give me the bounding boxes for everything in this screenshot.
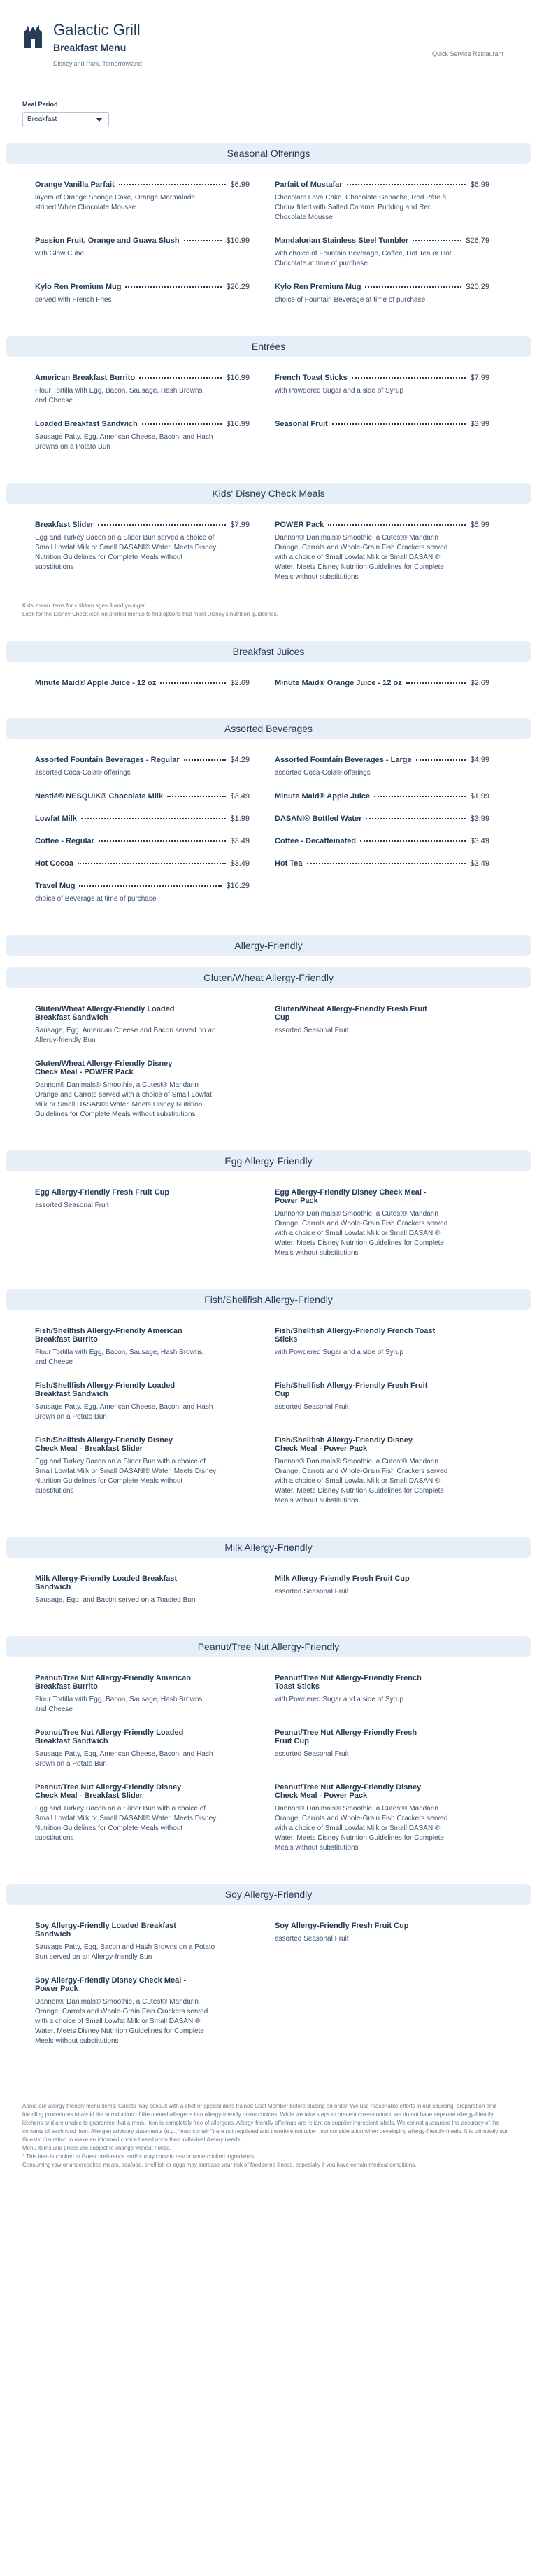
menu-item-name: Soy Allergy-Friendly Loaded Breakfast Sandwich xyxy=(35,1922,176,1938)
menu-item-name: Kylo Ren Premium Mug xyxy=(35,283,122,291)
section-notes xyxy=(0,602,537,630)
menu-subtitle: Breakfast Menu xyxy=(53,42,127,53)
menu-item xyxy=(275,837,515,845)
menu-item-name: Travel Mug xyxy=(35,882,76,890)
section-spacer xyxy=(0,472,537,483)
menu-item-name: Coffee - Decaffeinated xyxy=(275,837,357,845)
menu-item xyxy=(35,815,275,823)
menu-item-price: $5.99 xyxy=(470,521,489,529)
menu-item xyxy=(35,420,275,452)
allergy-group-heading: Fish/Shellfish Allergy-Friendly xyxy=(6,1289,531,1310)
dot-leader xyxy=(184,759,227,761)
menu-sections xyxy=(0,143,537,935)
menu-item-description: Sausage Patty, Egg, American Cheese, Bacon, and Hash Browns on a Potato Bun xyxy=(35,433,213,451)
castle-logo-icon xyxy=(22,22,43,49)
menu-item-description: Dannon® Danimals® Smoothie, a Cutest® Mandarin Orange, Carrots and Whole-Grain Fish Crackers served with a choice of Small Lowfat Milk or Small DASANI® Water. Meets Disney Nutrition Guidelines for Complete Meals without substitutions xyxy=(275,1805,448,1852)
menu-item-description: with choice of Fountain Beverage, Coffee, Hot Tea or Hot Chocolate at time of purchase xyxy=(275,250,452,267)
allergy-menu-item xyxy=(35,1005,275,1046)
menu-item-description: with Powdered Sugar and a side of Syrup xyxy=(275,1696,403,1703)
menu-item-header xyxy=(35,679,250,687)
menu-item-grid xyxy=(0,662,537,707)
menu-item-name: Fish/Shellfish Allergy-Friendly French Toast Sticks xyxy=(275,1327,436,1344)
menu-item-grid xyxy=(0,164,537,325)
menu-item xyxy=(275,792,515,801)
dot-leader xyxy=(307,863,466,864)
menu-item-price: $3.49 xyxy=(230,859,250,868)
allergy-group-heading: Egg Allergy-Friendly xyxy=(6,1150,531,1171)
menu-item-price: $3.99 xyxy=(470,815,489,823)
menu-item-name: Fish/Shellfish Allergy-Friendly American Breakfast Burrito xyxy=(35,1327,182,1344)
menu-item-price: $10.99 xyxy=(226,420,250,428)
menu-item-name: Assorted Fountain Beverages - Regular xyxy=(35,756,180,764)
menu-item-description: assorted Seasonal Fruit xyxy=(275,1588,349,1596)
meal-period-selector xyxy=(0,84,537,143)
menu-item-header xyxy=(275,679,489,687)
allergy-menu-item xyxy=(275,1729,515,1769)
menu-item-header xyxy=(35,237,250,245)
dot-leader xyxy=(360,840,466,842)
menu-item-name: POWER Pack xyxy=(275,521,324,529)
menu-item-name: Peanut/Tree Nut Allergy-Friendly Disney Check Meal - Breakfast Slider xyxy=(35,1783,182,1800)
meal-period-dropdown[interactable] xyxy=(22,112,109,127)
menu-item-name: French Toast Sticks xyxy=(275,374,348,382)
menu-item xyxy=(275,237,515,269)
allergy-item-grid xyxy=(0,1171,537,1278)
menu-item-description: Egg and Turkey Bacon on a Slider Bun with a choice of Small Lowfat Milk or Small DASANI® Water. Meets Disney Nutrition Guidelines for Complete Meals without substitutions xyxy=(35,1805,217,1842)
footer-line: Menu items and prices are subject to change without notice. xyxy=(22,2145,171,2151)
menu-item-name: Peanut/Tree Nut Allergy-Friendly Fresh Fruit Cup xyxy=(275,1729,417,1745)
dot-leader xyxy=(328,524,466,526)
menu-item-description: served with French Fries xyxy=(35,296,112,304)
allergy-group-heading: Soy Allergy-Friendly xyxy=(6,1884,531,1905)
menu-item-name: Loaded Breakfast Sandwich xyxy=(35,420,138,428)
menu-item-name: Parfait of Mustafar xyxy=(275,181,343,189)
menu-item xyxy=(35,837,275,845)
section-spacer xyxy=(0,707,537,718)
menu-item-header xyxy=(35,181,250,189)
menu-item-header xyxy=(35,837,250,845)
menu-item-description: Dannon® Danimals® Smoothie, a Cutest® Mandarin Orange, Carrots and Whole-Grain Fish Crackers served with a choice of Small Lowfat Milk or Small DASANI® Water. Meets Disney Nutrition Guidelines for Complete Meals without substitutions xyxy=(275,1458,448,1505)
menu-item-header xyxy=(35,859,250,868)
dot-leader xyxy=(406,682,466,684)
dot-leader xyxy=(125,286,222,288)
dot-leader xyxy=(139,377,222,379)
dot-leader xyxy=(366,818,466,819)
section-heading: Assorted Beverages xyxy=(6,718,531,739)
menu-item xyxy=(275,756,515,778)
menu-item xyxy=(275,521,515,582)
note-line: Kids' menu items for children ages 9 and younger. xyxy=(22,603,147,609)
menu-item-description: Sausage, Egg, American Cheese and Bacon served on an Allergy-friendly Bun xyxy=(35,1027,216,1044)
allergy-group-heading: Milk Allergy-Friendly xyxy=(6,1537,531,1558)
menu-item xyxy=(35,521,275,582)
menu-item-name: American Breakfast Burrito xyxy=(35,374,136,382)
menu-item-name: Minute Maid® Orange Juice - 12 oz xyxy=(275,679,402,687)
note-line: Look for the Disney Check icon on printed menus to find options that meet Disney's nutrition guidelines. xyxy=(22,611,278,617)
menu-item-price: $26.79 xyxy=(466,237,489,245)
restaurant-location: Disneyland Park, Tomorrowland xyxy=(53,60,142,67)
dot-leader xyxy=(160,682,226,684)
allergy-menu-item xyxy=(275,1188,515,1258)
menu-item xyxy=(275,815,515,823)
menu-item-description: Flour Tortilla with Egg, Bacon, Sausage, Hash Browns, and Cheese xyxy=(35,1349,205,1366)
menu-item-description: Sausage Patty, Egg, American Cheese, Bacon, and Hash Brown on a Potato Bun xyxy=(35,1750,213,1768)
section-heading: Kids' Disney Check Meals xyxy=(6,483,531,504)
page-header xyxy=(0,0,537,84)
menu-item-price: $3.99 xyxy=(470,420,489,428)
dot-leader xyxy=(79,885,222,887)
menu-item-grid xyxy=(0,357,537,472)
dot-leader xyxy=(167,796,226,797)
menu-item-price: $3.49 xyxy=(470,859,489,868)
allergy-menu-item xyxy=(275,1922,515,1962)
section-spacer xyxy=(0,1278,537,1289)
menu-item-header xyxy=(275,521,489,529)
section-spacer xyxy=(0,1139,537,1150)
menu-footer xyxy=(0,2077,537,2197)
allergy-menu-item xyxy=(275,1381,515,1422)
dot-leader xyxy=(81,818,227,819)
menu-item-price: $7.99 xyxy=(230,521,250,529)
menu-item-header xyxy=(275,859,489,868)
menu-item-grid xyxy=(0,739,537,924)
menu-item-name: Soy Allergy-Friendly Fresh Fruit Cup xyxy=(275,1922,409,1930)
dot-leader xyxy=(352,377,466,379)
menu-item-description: choice of Fountain Beverage at time of purchase xyxy=(275,296,426,304)
menu-item-price: $1.99 xyxy=(230,815,250,823)
allergy-menu-item xyxy=(35,1674,275,1715)
menu-item-price: $3.49 xyxy=(230,837,250,845)
allergy-menu-item xyxy=(35,1922,275,1962)
menu-item-price: $1.99 xyxy=(470,792,489,801)
footer-line: About our allergy-friendly menu items: Guests may consult with a chef or special diets trained Cast Member before placing an order. We use reasonable efforts in our sourcing, preparation and handling procedures to avoid the introduction of the named allergens into allergy-friendly menu choices. While we take steps to prevent cross-contact, we do not have separate allergy-friendly kitchens and are unable to guarantee that a menu item is completely free of allergens. Allergy-friendly offerings are reliant on supplier ingredient labels. We cannot guarantee the accuracy of the contents of each food item. Allergen advisory statements (e.g., "may contain") are not regulated and therefore not taken into consideration when developing allergy-friendly meals. It is ultimately our Guests' discretion to make an informed choice based upon their individual dietary needs. xyxy=(22,2103,508,2143)
service-type: Quick Service Restaurant xyxy=(431,50,503,57)
menu-item xyxy=(35,283,275,305)
menu-item-price: $4.99 xyxy=(470,756,489,764)
dot-leader xyxy=(347,184,466,185)
dot-leader xyxy=(99,840,227,842)
menu-item-price: $7.99 xyxy=(470,374,489,382)
menu-item-name: Fish/Shellfish Allergy-Friendly Disney Check Meal - Power Pack xyxy=(275,1436,413,1453)
menu-item-name: Minute Maid® Apple Juice xyxy=(275,792,371,801)
allergy-menu-item xyxy=(275,1327,515,1367)
menu-item-header xyxy=(275,815,489,823)
footer-line: * This item is cooked to Guest preference and/or may contain raw or undercooked ingredients. xyxy=(22,2153,256,2160)
allergy-heading: Allergy-Friendly xyxy=(6,935,531,956)
menu-item-name: Fish/Shellfish Allergy-Friendly Disney Check Meal - Breakfast Slider xyxy=(35,1436,173,1453)
section-heading: Seasonal Offerings xyxy=(6,143,531,164)
section-spacer xyxy=(0,1873,537,1884)
menu-item-description: assorted Seasonal Fruit xyxy=(275,1750,349,1758)
menu-item-price: $10.99 xyxy=(226,374,250,382)
menu-item xyxy=(35,181,275,223)
menu-item-name: DASANI® Bottled Water xyxy=(275,815,362,823)
allergy-menu-item xyxy=(35,1783,275,1853)
menu-item-description: Egg and Turkey Bacon on a Slider Bun with a choice of Small Lowfat Milk or Small DASANI® Water. Meets Disney Nutrition Guidelines for Complete Meals without substitutions xyxy=(35,1458,217,1495)
menu-item-name: Minute Maid® Apple Juice - 12 oz xyxy=(35,679,157,687)
allergy-menu-item xyxy=(35,1327,275,1367)
menu-item-header xyxy=(35,792,250,801)
allergy-menu-item xyxy=(275,1783,515,1853)
menu-item-description: Chocolate Lava Cake, Chocolate Ganache, Red Pâte à Choux filled with Salted Caramel Pudding and Red Chocolate Mousse xyxy=(275,194,447,221)
dot-leader xyxy=(332,423,466,425)
menu-item-name: Gluten/Wheat Allergy-Friendly Fresh Fruit Cup xyxy=(275,1005,427,1022)
menu-item xyxy=(275,859,515,868)
menu-item xyxy=(35,237,275,269)
menu-item-name: Fish/Shellfish Allergy-Friendly Fresh Fruit Cup xyxy=(275,1381,428,1398)
section-spacer xyxy=(0,924,537,935)
menu-item-header xyxy=(35,283,250,291)
menu-item-name: Lowfat Milk xyxy=(35,815,77,823)
dot-leader xyxy=(416,759,466,761)
menu-item-description: with Glow Cube xyxy=(35,250,85,258)
menu-item-description: Sausage Patty, Egg, American Cheese, Bacon, and Hash Brown on a Potato Bun xyxy=(35,1403,213,1421)
menu-item-name: Assorted Fountain Beverages - Large xyxy=(275,756,412,764)
menu-item-name: Gluten/Wheat Allergy-Friendly Loaded Breakfast Sandwich xyxy=(35,1005,175,1022)
menu-item-name: Mandalorian Stainless Steel Tumbler xyxy=(275,237,409,245)
allergy-menu-item xyxy=(35,1976,275,2046)
section-spacer xyxy=(0,630,537,641)
menu-item-header xyxy=(35,521,250,529)
restaurant-title: Galactic Grill xyxy=(53,21,141,38)
meal-period-label: Meal Period xyxy=(22,101,58,108)
menu-item-description: layers of Orange Sponge Cake, Orange Marmalade, striped White Chocolate Mousse xyxy=(35,194,197,211)
menu-item-header xyxy=(35,756,250,764)
menu-item-name: Orange Vanilla Parfait xyxy=(35,181,115,189)
menu-item-name: Peanut/Tree Nut Allergy-Friendly American Breakfast Burrito xyxy=(35,1674,191,1691)
menu-item-name: Hot Cocoa xyxy=(35,859,73,868)
menu-item-grid xyxy=(0,504,537,602)
menu-item-description: assorted Coca-Cola® offerings xyxy=(275,769,371,777)
menu-item-price: $6.99 xyxy=(230,181,250,189)
menu-item-name: Seasonal Fruit xyxy=(275,420,328,428)
menu-item-name: Peanut/Tree Nut Allergy-Friendly Loaded Breakfast Sandwich xyxy=(35,1729,184,1745)
menu-item xyxy=(35,792,275,801)
menu-item xyxy=(35,679,275,687)
menu-item-price: $2.69 xyxy=(470,679,489,687)
menu-item xyxy=(35,756,275,778)
menu-item-price: $3.49 xyxy=(230,792,250,801)
menu-item-description: Dannon® Danimals® Smoothie, a Cutest® Mandarin Orange, Carrots and Whole-Grain Fish Crackers served with a choice of Small Lowfat Milk or Small DASANI® Water. Meets Disney Nutrition Guidelines for Complete Meals without substitutions xyxy=(35,1998,208,2045)
menu-item-header xyxy=(275,374,489,382)
allergy-menu-item xyxy=(35,1436,275,1506)
allergy-friendly-sections xyxy=(0,935,537,2077)
allergy-item-grid xyxy=(0,1558,537,1625)
menu-item-description: with Powdered Sugar and a side of Syrup xyxy=(275,1349,403,1356)
menu-item-description: Flour Tortilla with Egg, Bacon, Sausage, Hash Browns, and Cheese xyxy=(35,387,205,404)
menu-item-name: Egg Allergy-Friendly Fresh Fruit Cup xyxy=(35,1188,170,1197)
menu-item-description: Sausage Patty, Egg, Bacon and Hash Browns on a Potato Bun served on an Allergy-friendly Bun xyxy=(35,1943,215,1961)
allergy-menu-item xyxy=(275,1005,515,1046)
menu-item-description: assorted Coca-Cola® offerings xyxy=(35,769,131,777)
allergy-group-heading: Peanut/Tree Nut Allergy-Friendly xyxy=(6,1636,531,1657)
menu-item-description: assorted Seasonal Fruit xyxy=(275,1027,349,1034)
menu-item xyxy=(275,283,515,305)
menu-item-header xyxy=(275,181,489,189)
section-spacer xyxy=(0,1526,537,1537)
allergy-menu-item xyxy=(275,1575,515,1605)
allergy-menu-item xyxy=(35,1188,275,1258)
chevron-down-icon xyxy=(96,118,103,122)
dot-leader xyxy=(78,863,226,864)
menu-item-price: $4.29 xyxy=(230,756,250,764)
dot-leader xyxy=(413,240,461,241)
section-heading: Breakfast Juices xyxy=(6,641,531,662)
menu-item-name: Egg Allergy-Friendly Disney Check Meal - Power Pack xyxy=(275,1188,427,1205)
section-spacer xyxy=(0,2066,537,2077)
dot-leader xyxy=(365,286,461,288)
menu-item-header xyxy=(275,837,489,845)
menu-item-name: Soy Allergy-Friendly Disney Check Meal - Power Pack xyxy=(35,1976,186,1993)
meal-period-value: Breakfast xyxy=(27,115,57,123)
menu-item-price: $10.29 xyxy=(226,882,250,890)
menu-item xyxy=(275,679,515,687)
dot-leader xyxy=(184,240,222,241)
section-spacer xyxy=(0,956,537,967)
dot-leader xyxy=(374,796,466,797)
menu-item-header xyxy=(35,882,250,890)
menu-item-description: with Powdered Sugar and a side of Syrup xyxy=(275,387,403,395)
menu-item-name: Milk Allergy-Friendly Loaded Breakfast Sandwich xyxy=(35,1575,178,1591)
menu-item xyxy=(275,181,515,223)
menu-item xyxy=(35,374,275,406)
menu-item-name: Hot Tea xyxy=(275,859,303,868)
menu-item-price: $2.69 xyxy=(230,679,250,687)
menu-item xyxy=(275,374,515,406)
menu-item-description: assorted Seasonal Fruit xyxy=(35,1202,109,1209)
menu-item-name: Breakfast Slider xyxy=(35,521,94,529)
allergy-group-heading: Gluten/Wheat Allergy-Friendly xyxy=(6,967,531,988)
allergy-item-grid xyxy=(0,988,537,1139)
menu-item-description: Egg and Turkey Bacon on a Slider Bun served a choice of Small Lowfat Milk or Small DASANI® Water. Meets Disney Nutrition Guidelines for Complete Meals without substitutions xyxy=(35,534,217,571)
menu-item-name: Peanut/Tree Nut Allergy-Friendly Disney Check Meal - Power Pack xyxy=(275,1783,422,1800)
menu-item-price: $20.29 xyxy=(466,283,489,291)
menu-item-header xyxy=(35,815,250,823)
menu-item-description: assorted Seasonal Fruit xyxy=(275,1403,349,1411)
menu-item-price: $10.99 xyxy=(226,237,250,245)
menu-item-header xyxy=(275,756,489,764)
menu-item-name: Passion Fruit, Orange and Guava Slush xyxy=(35,237,180,245)
allergy-menu-item xyxy=(35,1575,275,1605)
allergy-item-grid xyxy=(0,1657,537,1873)
allergy-menu-item xyxy=(275,1436,515,1506)
menu-item-description: assorted Seasonal Fruit xyxy=(275,1935,349,1943)
allergy-item-grid xyxy=(0,1310,537,1526)
menu-item-description: Dannon® Danimals® Smoothie, a Cutest® Mandarin Orange, Carrots and Whole-Grain Fish Crackers served with a choice of Small Lowfat Milk or Small DASANI® Water. Meets Disney Nutrition Guidelines for Complete Meals without substitutions xyxy=(275,534,448,581)
menu-item xyxy=(275,420,515,452)
menu-item-name: Milk Allergy-Friendly Fresh Fruit Cup xyxy=(275,1575,410,1583)
menu-item-header xyxy=(275,792,489,801)
menu-item-description: Dannon® Danimals® Smoothie, a Cutest® Mandarin Orange and Carrots served with a choice of Small Lowfat Milk or Small DASANI® Water. Meets Disney Nutrition Guidelines for Complete Meals without substitutions xyxy=(35,1081,212,1118)
dot-leader xyxy=(142,423,222,425)
menu-item-description: choice of Beverage at time of purchase xyxy=(35,895,157,903)
menu-item-name: Peanut/Tree Nut Allergy-Friendly French Toast Sticks xyxy=(275,1674,422,1691)
menu-item-price: $20.29 xyxy=(226,283,250,291)
menu-item-price: $6.99 xyxy=(470,181,489,189)
allergy-menu-item xyxy=(35,1381,275,1422)
allergy-menu-item xyxy=(35,1729,275,1769)
dot-leader xyxy=(98,524,227,526)
menu-item-name: Nestlé® NESQUIK® Chocolate Milk xyxy=(35,792,164,801)
menu-item xyxy=(35,859,275,868)
menu-item-header xyxy=(275,283,489,291)
section-spacer xyxy=(0,325,537,336)
section-spacer xyxy=(0,1625,537,1636)
allergy-menu-item xyxy=(275,1674,515,1715)
menu-item-description: Flour Tortilla with Egg, Bacon, Sausage, Hash Browns, and Cheese xyxy=(35,1696,205,1713)
allergy-item-grid xyxy=(0,1905,537,2066)
menu-item-name: Fish/Shellfish Allergy-Friendly Loaded Breakfast Sandwich xyxy=(35,1381,176,1398)
menu-item-name: Coffee - Regular xyxy=(35,837,94,845)
menu-item-description: Sausage, Egg, and Bacon served on a Toasted Bun xyxy=(35,1596,196,1604)
menu-item-header xyxy=(275,420,489,428)
menu-item-price: $3.49 xyxy=(470,837,489,845)
menu-item-header xyxy=(275,237,489,245)
menu-item-name: Kylo Ren Premium Mug xyxy=(275,283,361,291)
menu-item-header xyxy=(35,374,250,382)
menu-item-header xyxy=(35,420,250,428)
dot-leader xyxy=(119,184,227,185)
menu-item-description: Dannon® Danimals® Smoothie, a Cutest® Mandarin Orange, Carrots and Whole-Grain Fish Crackers served with a choice of Small Lowfat Milk or Small DASANI® Water. Meets Disney Nutrition Guidelines for Complete Meals without substitutions xyxy=(275,1210,448,1257)
allergy-menu-item xyxy=(35,1060,275,1120)
footer-line: Consuming raw or undercooked meats, seafood, shellfish or eggs may increase your risk of foodborne illness, especially if you have certain medical conditions. xyxy=(22,2162,417,2168)
menu-item-name: Gluten/Wheat Allergy-Friendly Disney Check Meal - POWER Pack xyxy=(35,1060,173,1076)
menu-item xyxy=(35,882,275,904)
section-heading: Entrées xyxy=(6,336,531,357)
